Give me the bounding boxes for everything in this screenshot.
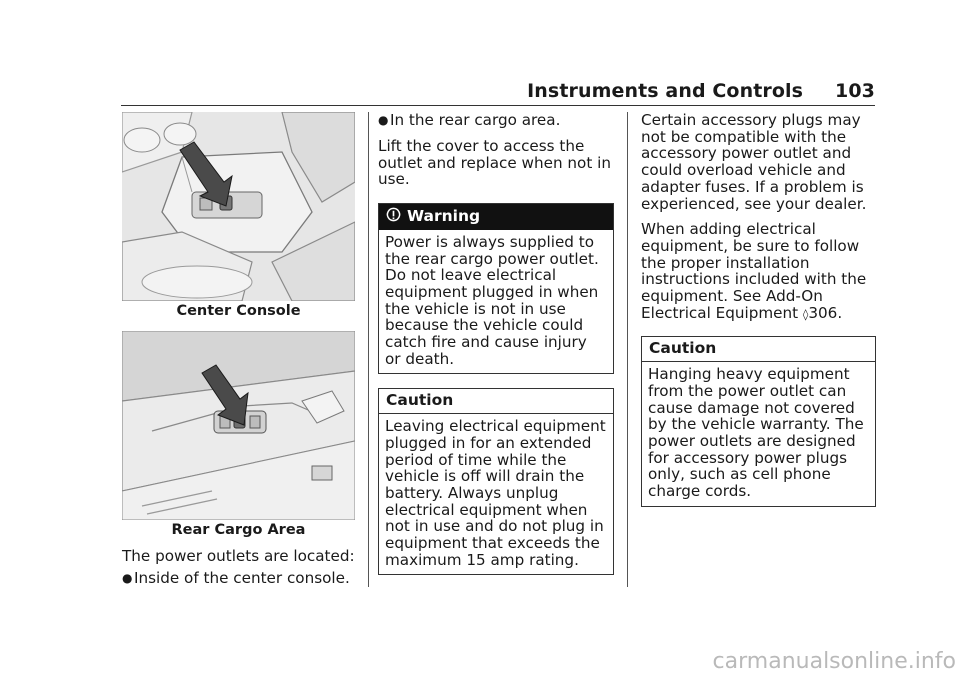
bullet-text-rear-cargo: In the rear cargo area. xyxy=(390,111,561,129)
outlets-intro: The power outlets are located: xyxy=(122,547,355,565)
rear-cargo-area-illustration xyxy=(122,331,355,520)
cover-instructions: Lift the cover to access the outlet and replace when not in use. xyxy=(378,137,611,189)
figure-caption-rear-cargo: Rear Cargo Area xyxy=(171,522,306,538)
column-3 xyxy=(641,112,876,507)
caution-body-heavy-equipment: Hanging heavy equipment from the power outlet can cause damage not covered by the vehicle warranty. The power outlets are designed for accessory power plugs only, such as cell phone charge cords. xyxy=(648,365,864,501)
warning-triangle-icon xyxy=(386,207,401,226)
warning-body: Power is always supplied to the rear cargo power outlet. Do not leave electrical equipment plugged in when the vehicle is not in use because the vehicle could catch fire and cause injury or death. xyxy=(385,232,599,368)
warning-title: Warning xyxy=(407,207,481,226)
page-number: 103 xyxy=(835,80,875,102)
add-on-paragraph xyxy=(641,221,876,323)
watermark: carmanualsonline.info xyxy=(712,649,956,674)
column-divider-1 xyxy=(368,112,369,587)
bullet-icon: ● xyxy=(378,113,389,127)
warning-box xyxy=(378,203,614,374)
bullet-icon: ● xyxy=(122,570,133,585)
column-1-text xyxy=(122,548,362,587)
caution-box-battery xyxy=(378,388,614,575)
figure-caption-center-console: Center Console xyxy=(176,303,301,319)
caution-body-battery: Leaving electrical equipment plugged in for an extended period of time while the vehicle is off will drain the battery. Always unplug electrical equipment when not in use and do not plug in equipment that exceeds the maximum 15 amp rating. xyxy=(385,417,606,569)
bullet-text-center-console: Inside of the center console. xyxy=(134,568,350,587)
add-on-text: When adding electrical equipment, be sure to follow the proper installation instructions included with the equipment. See Add-On Electrical Equipment xyxy=(641,220,867,322)
header-rule xyxy=(121,105,875,106)
list-item xyxy=(378,112,615,129)
caution-title: Caution xyxy=(379,389,613,414)
center-console-illustration xyxy=(122,112,355,301)
warning-header xyxy=(379,204,613,230)
page-reference-icon: ◊ xyxy=(802,307,809,321)
column-divider-2 xyxy=(627,112,628,587)
running-header xyxy=(0,80,875,102)
caution-title: Caution xyxy=(642,337,875,362)
column-2 xyxy=(378,112,615,575)
list-item xyxy=(122,570,362,587)
section-title: Instruments and Controls xyxy=(527,80,804,102)
compatibility-paragraph: Certain accessory plugs may not be compatible with the accessory power outlet and could overload vehicle and adapter fuses. If a problem is experienced, see your dealer. xyxy=(641,111,867,213)
caution-box-heavy-equipment xyxy=(641,336,876,506)
page-reference[interactable]: 306. xyxy=(808,303,843,322)
